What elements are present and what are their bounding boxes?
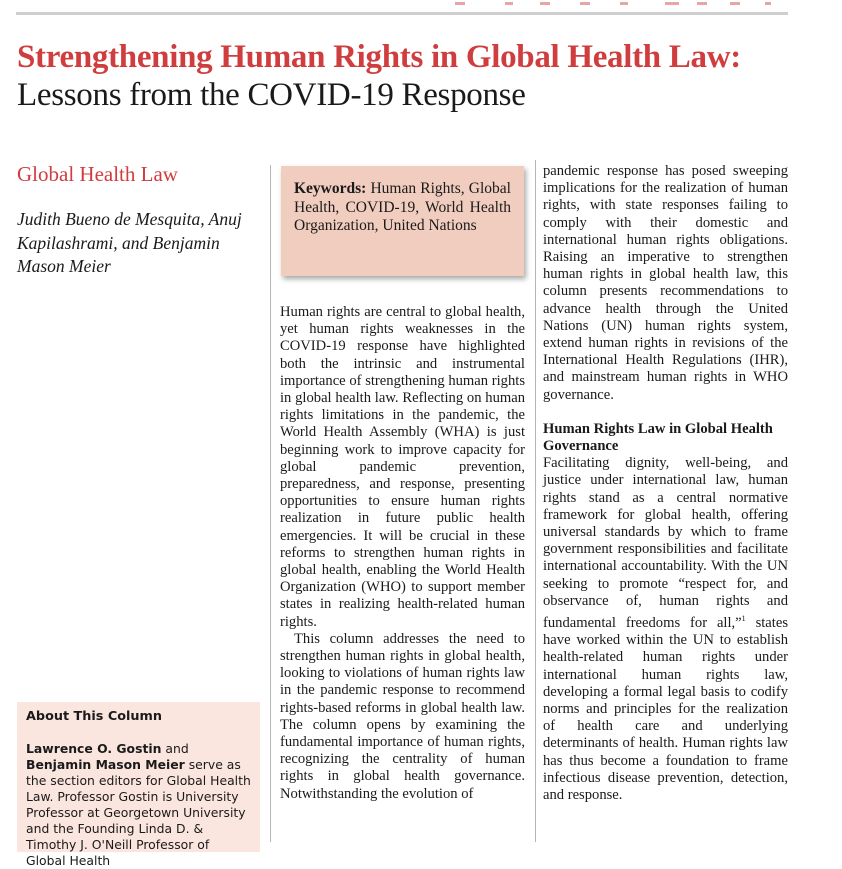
header-rule	[16, 12, 788, 15]
about-text: serve as the section editors for Global Health Law. Professor Gostin is University Professor at Georgetown University and the Founding Linda D. & Timothy J. O'Neill Professor of Global Health	[26, 757, 251, 868]
editor-name: Lawrence O. Gostin	[26, 741, 162, 756]
paragraph-text: Facilitating dignity, well-being, and justice under international law, human rights stand as a central normative framework for global health, offering universal standards by which to frame government responsibilities and facilitate international accountability. With the UN seeking to promote “respect for, and observance of, human rights and fundamental freedoms for all,”	[543, 455, 788, 631]
section-heading: Human Rights Law in Global Health Governance	[543, 420, 773, 455]
about-text: and	[161, 741, 189, 756]
about-body	[26, 741, 251, 869]
authors: Judith Bueno de Mesquita, Anuj Kapilashrami, and Benjamin Mason Meier	[17, 209, 242, 276]
keywords-text: Human Rights, Global Health, COVID-19, World Health Organization, United Nations	[294, 180, 511, 234]
title-red-part: Strengthening Human Rights in Global Health Law:	[17, 39, 741, 75]
paragraph-text: states have worked within the UN to establish health-related human rights under international human rights law, developing a formal legal basis to codify norms and principles for the realization of health care and underlying determinants of health. Human rights law has thus become a foundation to frame infectious disease prevention, detection, and response.	[543, 614, 788, 803]
editor-name: Benjamin Mason Meier	[26, 757, 185, 772]
column-divider-left	[270, 165, 271, 842]
keywords-box	[281, 166, 524, 276]
about-column-box	[17, 702, 260, 868]
body-column-right	[543, 163, 788, 804]
about-title: About This Column	[26, 709, 162, 724]
body-paragraph: Human rights are central to global health, yet human rights weaknesses in the COVID-19 response have highlighted both the intrinsic and instrumental importance of strengthening human rights in global health law. Reflecting on human rights limitations in the pandemic, the World Health Assembly (WHA) is just beginning work to improve capacity for global pandemic prevention, preparedness, and response, presenting opportunities to ensure human rights realization in future public health emergencies. It will be crucial in these reforms to strengthen human rights in global health, enabling the World Health Organization (WHO) to support member states in realizing health-related human rights.	[280, 304, 525, 630]
title-black-part: Lessons from the COVID-19 Response	[17, 77, 526, 113]
section-label: Global Health Law	[17, 162, 178, 186]
article-title	[17, 38, 807, 114]
footnote-reference[interactable]: 1	[741, 614, 746, 624]
body-column-middle	[280, 304, 525, 803]
running-header-fragment	[0, 0, 842, 8]
body-paragraph	[543, 455, 788, 804]
body-paragraph: This column addresses the need to strengthen human rights in global health, looking to violations of human rights law in the pandemic response to recommend rights-based reforms in global health law. The column opens by examining the fundamental importance of human rights, recognizing the centrality of human rights in global health governance. Notwithstanding the evolution of	[280, 630, 525, 802]
keywords-label: Keywords:	[294, 180, 367, 197]
body-paragraph: pandemic response has posed sweeping implications for the realization of human rights, with state responses failing to comply with their domestic and international human rights obligations. Raising an imperative to strengthen human rights in global health law, this column presents recommendations to advance health through the United Nations (UN) human rights system, extend human rights in revisions of the International Health Regulations (IHR), and mainstream human rights in WHO governance.	[543, 163, 788, 403]
column-divider-right	[535, 160, 536, 842]
